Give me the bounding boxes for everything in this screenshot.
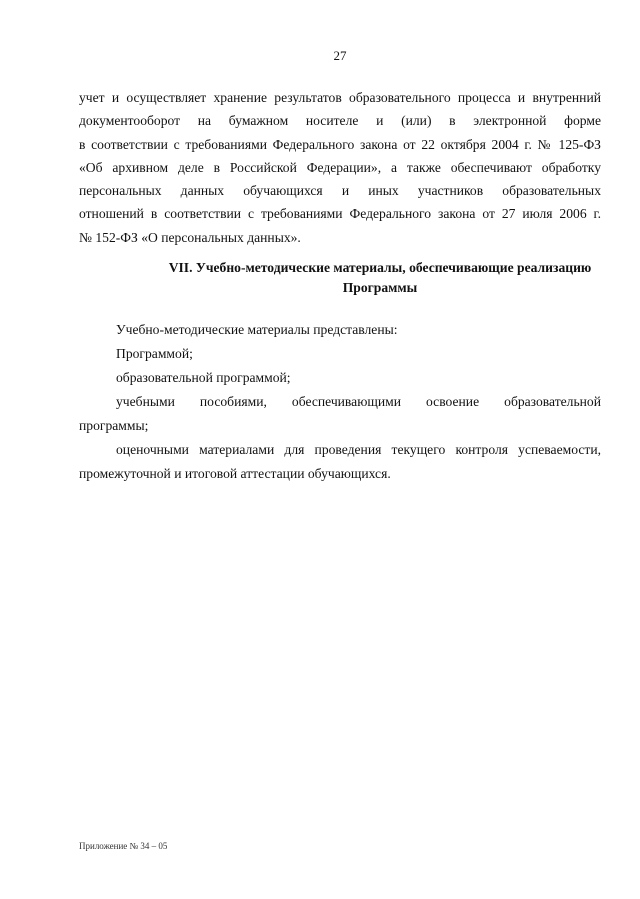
materials-list [79, 318, 601, 486]
section-heading [79, 258, 640, 298]
paragraph-line: № 152-ФЗ «О персональных данных». [79, 229, 301, 245]
section-heading-line-2: Программы [342, 280, 418, 295]
section-heading-line-1: VII. Учебно-методические материалы, обеспечивающие реализацию [168, 260, 592, 275]
paragraph-line: «Об архивном деле в Российской Федерации», а также обеспечивают обработку [79, 159, 601, 175]
paragraph-line: персональных данных обучающихся и иных участников образовательных [79, 183, 601, 199]
materials-item-assessment-cont: промежуточной и итоговой аттестации обучающихся. [79, 466, 391, 481]
paragraph-line: документооборот на бумажном носителе и (или) в электронной форме [79, 113, 601, 129]
footer-appendix-label: Приложение № 34 – 05 [79, 841, 168, 851]
materials-item-program: Программой; [116, 346, 193, 361]
paragraph-line: отношений в соответствии с требованиями Федерального закона от 27 июля 2006 г. [79, 206, 601, 222]
materials-intro: Учебно-методические материалы представлены: [116, 322, 398, 337]
paragraph-archive-and-personal-data [79, 86, 601, 249]
page-number: 27 [333, 48, 347, 63]
paragraph-line: учет и осуществляет хранение результатов образовательного процесса и внутренний [79, 90, 601, 105]
paragraph-line: в соответствии с требованиями Федерального закона от 22 октября 2004 г. № 125-ФЗ [79, 136, 601, 152]
materials-item-textbooks-cont: программы; [79, 418, 149, 433]
materials-item-educational-program: образовательной программой; [116, 370, 291, 385]
materials-item-assessment: оценочными материалами для проведения текущего контроля успеваемости, [116, 442, 601, 457]
materials-item-textbooks: учебными пособиями, обеспечивающими освоение образовательной [116, 394, 601, 409]
